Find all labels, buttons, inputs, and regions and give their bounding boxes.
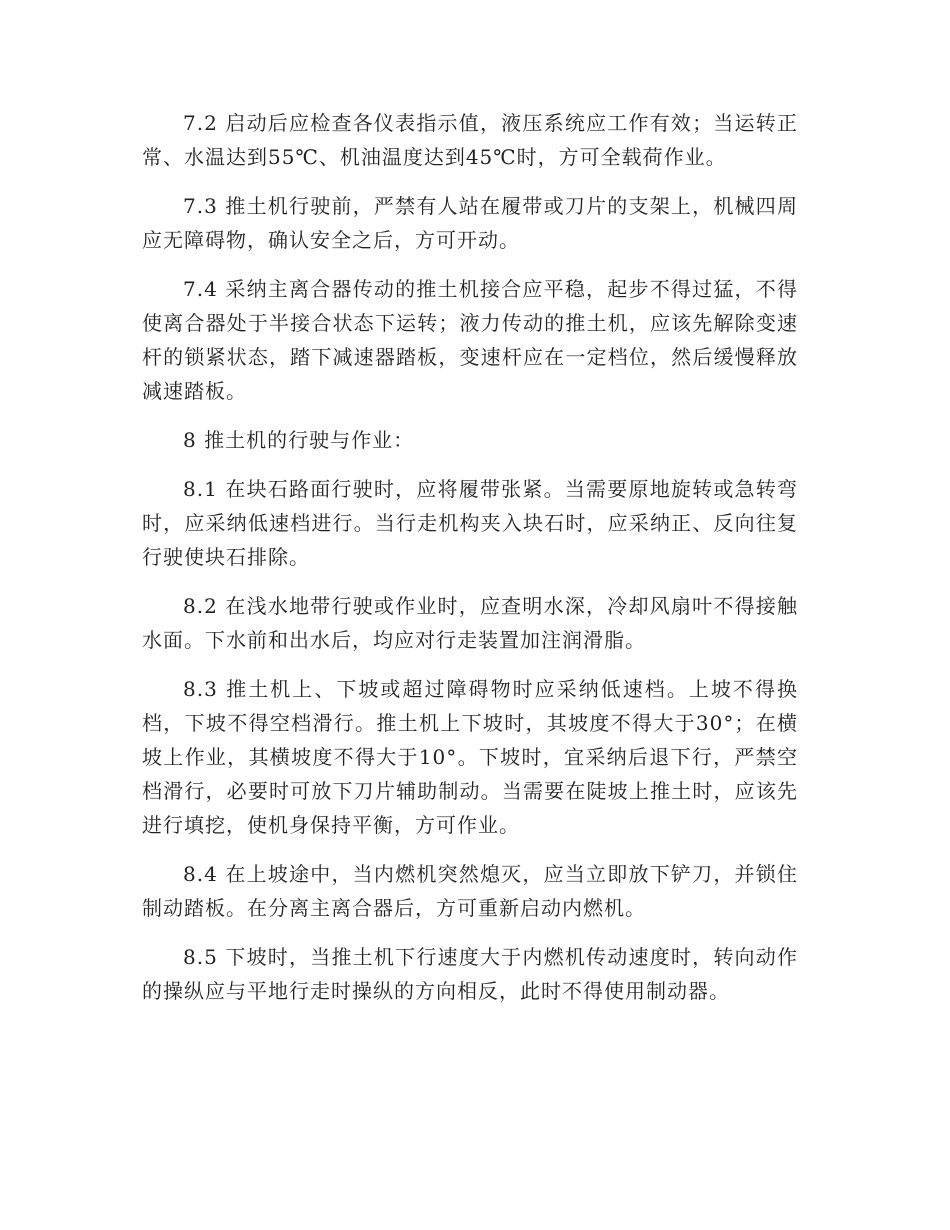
paragraph-8-1: 8.1 在块石路面行驶时，应将履带张紧。当需要原地旋转或急转弯时，应采纳低速档进行。当行走机构夹入块石时，应采纳正、反向往复行驶使块石排除。	[142, 477, 798, 569]
paragraph-8-4: 8.4 在上坡途中，当内燃机突然熄灭，应当立即放下铲刀，并锁住制动踏板。在分离主离合器后，方可重新启动内燃机。	[142, 862, 798, 920]
paragraph-7-4: 7.4 采纳主离合器传动的推土机接合应平稳，起步不得过猛，不得使离合器处于半接合状态下运转；液力传动的推土机，应该先解除变速杆的锁紧状态，踏下减速器踏板，变速杆应在一定档位，然后缓慢释放减速踏板。	[142, 277, 798, 403]
section-heading-8: 8 推土机的行驶与作业：	[183, 428, 415, 452]
document-body	[142, 106, 798, 1023]
paragraph-8-2: 8.2 在浅水地带行驶或作业时，应查明水深，冷却风扇叶不得接触水面。下水前和出水后，均应对行走装置加注润滑脂。	[142, 594, 798, 652]
paragraph-7-2: 7.2 启动后应检查各仪表指示值，液压系统应工作有效；当运转正常、水温达到55℃、机油温度达到45℃时，方可全载荷作业。	[142, 111, 798, 169]
paragraph-8-3: 8.3 推土机上、下坡或超过障碍物时应采纳低速档。上坡不得换档，下坡不得空档滑行。推土机上下坡时，其坡度不得大于30°；在横坡上作业，其横坡度不得大于10°。下坡时，宜采纳后退下行，严禁空档滑行，必要时可放下刀片辅助制动。当需要在陡坡上推土时，应该先进行填挖，使机身保持平衡，方可作业。	[142, 677, 798, 837]
paragraph-7-3: 7.3 推土机行驶前，严禁有人站在履带或刀片的支架上，机械四周应无障碍物，确认安全之后，方可开动。	[142, 194, 798, 252]
paragraph-8-5: 8.5 下坡时，当推土机下行速度大于内燃机传动速度时，转向动作的操纵应与平地行走时操纵的方向相反，此时不得使用制动器。	[142, 945, 798, 1003]
